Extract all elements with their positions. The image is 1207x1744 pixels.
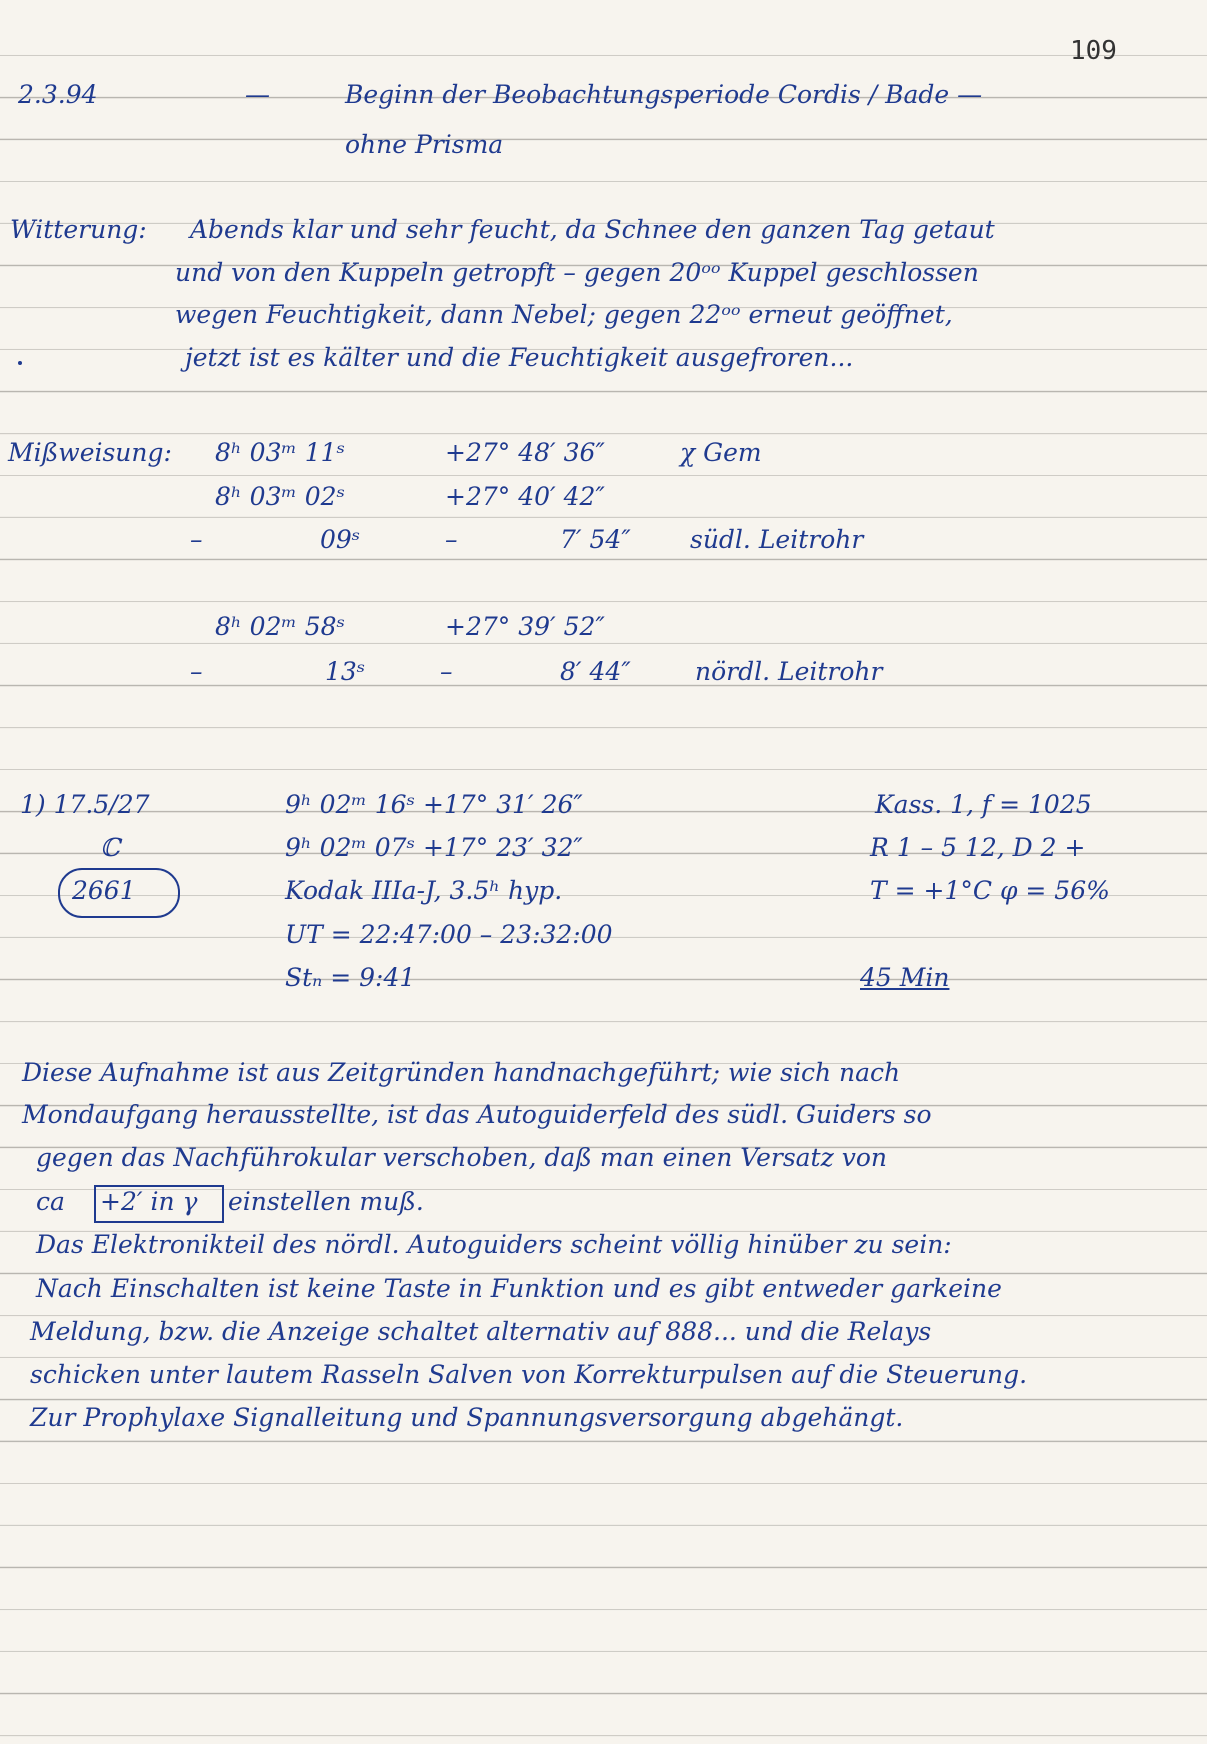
plate-position: R 1 – 5 12, D 2 + — [870, 833, 1086, 862]
dec-value: +27° 39′ 52″ — [445, 612, 605, 641]
note-line: Zur Prophylaxe Signalleitung und Spannungsversorgung abgehängt. — [30, 1403, 904, 1432]
header-subtitle: ohne Prisma — [345, 130, 504, 159]
dec-value: +27° 48′ 36″ — [445, 438, 605, 467]
offset-value: +2′ in γ — [100, 1187, 198, 1216]
weather-line: jetzt ist es kälter und die Feuchtigkeit ausgefroren... — [185, 343, 854, 372]
boxed-prefix: ca — [36, 1187, 65, 1216]
ra-difference: 09ˢ — [320, 525, 361, 554]
note-line: Mondaufgang herausstellte, ist das Autoguiderfeld des südl. Guiders so — [22, 1100, 932, 1129]
ra-value: 8ʰ 03ᵐ 02ˢ — [215, 482, 345, 511]
misweisung-label: Mißweisung: — [8, 438, 172, 467]
emulsion: Kodak IIIa-J, 3.5ʰ hyp. — [285, 876, 563, 905]
minus-sign: – — [190, 657, 203, 686]
minus-sign: – — [190, 525, 203, 554]
minus-sign: – — [440, 657, 453, 686]
entry-date: 2.3.94 — [18, 80, 98, 109]
dec-difference: 8′ 44″ — [560, 657, 631, 686]
star-name: χ Gem — [680, 438, 762, 467]
ra-difference: 13ˢ — [325, 657, 366, 686]
ink-dot — [18, 361, 22, 365]
note-line: gegen das Nachführokular verschoben, daß man einen Versatz von — [36, 1143, 887, 1172]
sidereal-time: Stₙ = 9:41 — [285, 963, 416, 992]
note-line: einstellen muß. — [228, 1187, 424, 1216]
note-line: Das Elektronikteil des nördl. Autoguiders scheint völlig hinüber zu sein: — [36, 1230, 952, 1259]
coordinates: 9ʰ 02ᵐ 07ˢ +17° 23′ 32″ — [285, 833, 583, 862]
observation-id: 1) 17.5/27 — [20, 790, 150, 819]
note-line: Nach Einschalten ist keine Taste in Funktion und es gibt entweder garkeine — [36, 1274, 1002, 1303]
weather-label: Witterung: — [10, 215, 147, 244]
weather-line: und von den Kuppeln getropft – gegen 20ᵒᵒ Kuppel geschlossen — [175, 258, 979, 287]
note-line: Meldung, bzw. die Anzeige schaltet alternativ auf 888... und die Relays — [30, 1317, 932, 1346]
temperature-humidity: T = +1°C φ = 56% — [870, 876, 1110, 905]
dec-difference: 7′ 54″ — [560, 525, 631, 554]
ra-value: 8ʰ 03ᵐ 11ˢ — [215, 438, 345, 467]
guide-scope-note: südl. Leitrohr — [690, 525, 864, 554]
note-line: schicken unter lautem Rasseln Salven von Korrekturpulsen auf die Steuerung. — [30, 1360, 1028, 1389]
weather-line: wegen Feuchtigkeit, dann Nebel; gegen 22ᵒᵒ erneut geöffnet, — [175, 300, 953, 329]
plate-number: 2661 — [72, 876, 136, 905]
coordinates: 9ʰ 02ᵐ 16ˢ +17° 31′ 26″ — [285, 790, 583, 819]
weather-line: Abends klar und sehr feucht, da Schnee den ganzen Tag getaut — [190, 215, 995, 244]
moon-symbol: ℂ — [100, 833, 120, 862]
dec-value: +27° 40′ 42″ — [445, 482, 605, 511]
header-title: Beginn der Beobachtungsperiode Cordis / Bade — — [345, 80, 983, 109]
guide-scope-note: nördl. Leitrohr — [695, 657, 883, 686]
page-number: 109 — [1070, 36, 1117, 66]
minus-sign: – — [445, 525, 458, 554]
exposure-ut: UT = 22:47:00 – 23:32:00 — [285, 920, 613, 949]
ra-value: 8ʰ 02ᵐ 58ˢ — [215, 612, 345, 641]
header-dash: — — [245, 80, 270, 109]
cassette-info: Kass. 1, f = 1025 — [875, 790, 1092, 819]
note-line: Diese Aufnahme ist aus Zeitgründen handnachgeführt; wie sich nach — [22, 1058, 901, 1087]
exposure-duration: 45 Min — [860, 963, 950, 992]
